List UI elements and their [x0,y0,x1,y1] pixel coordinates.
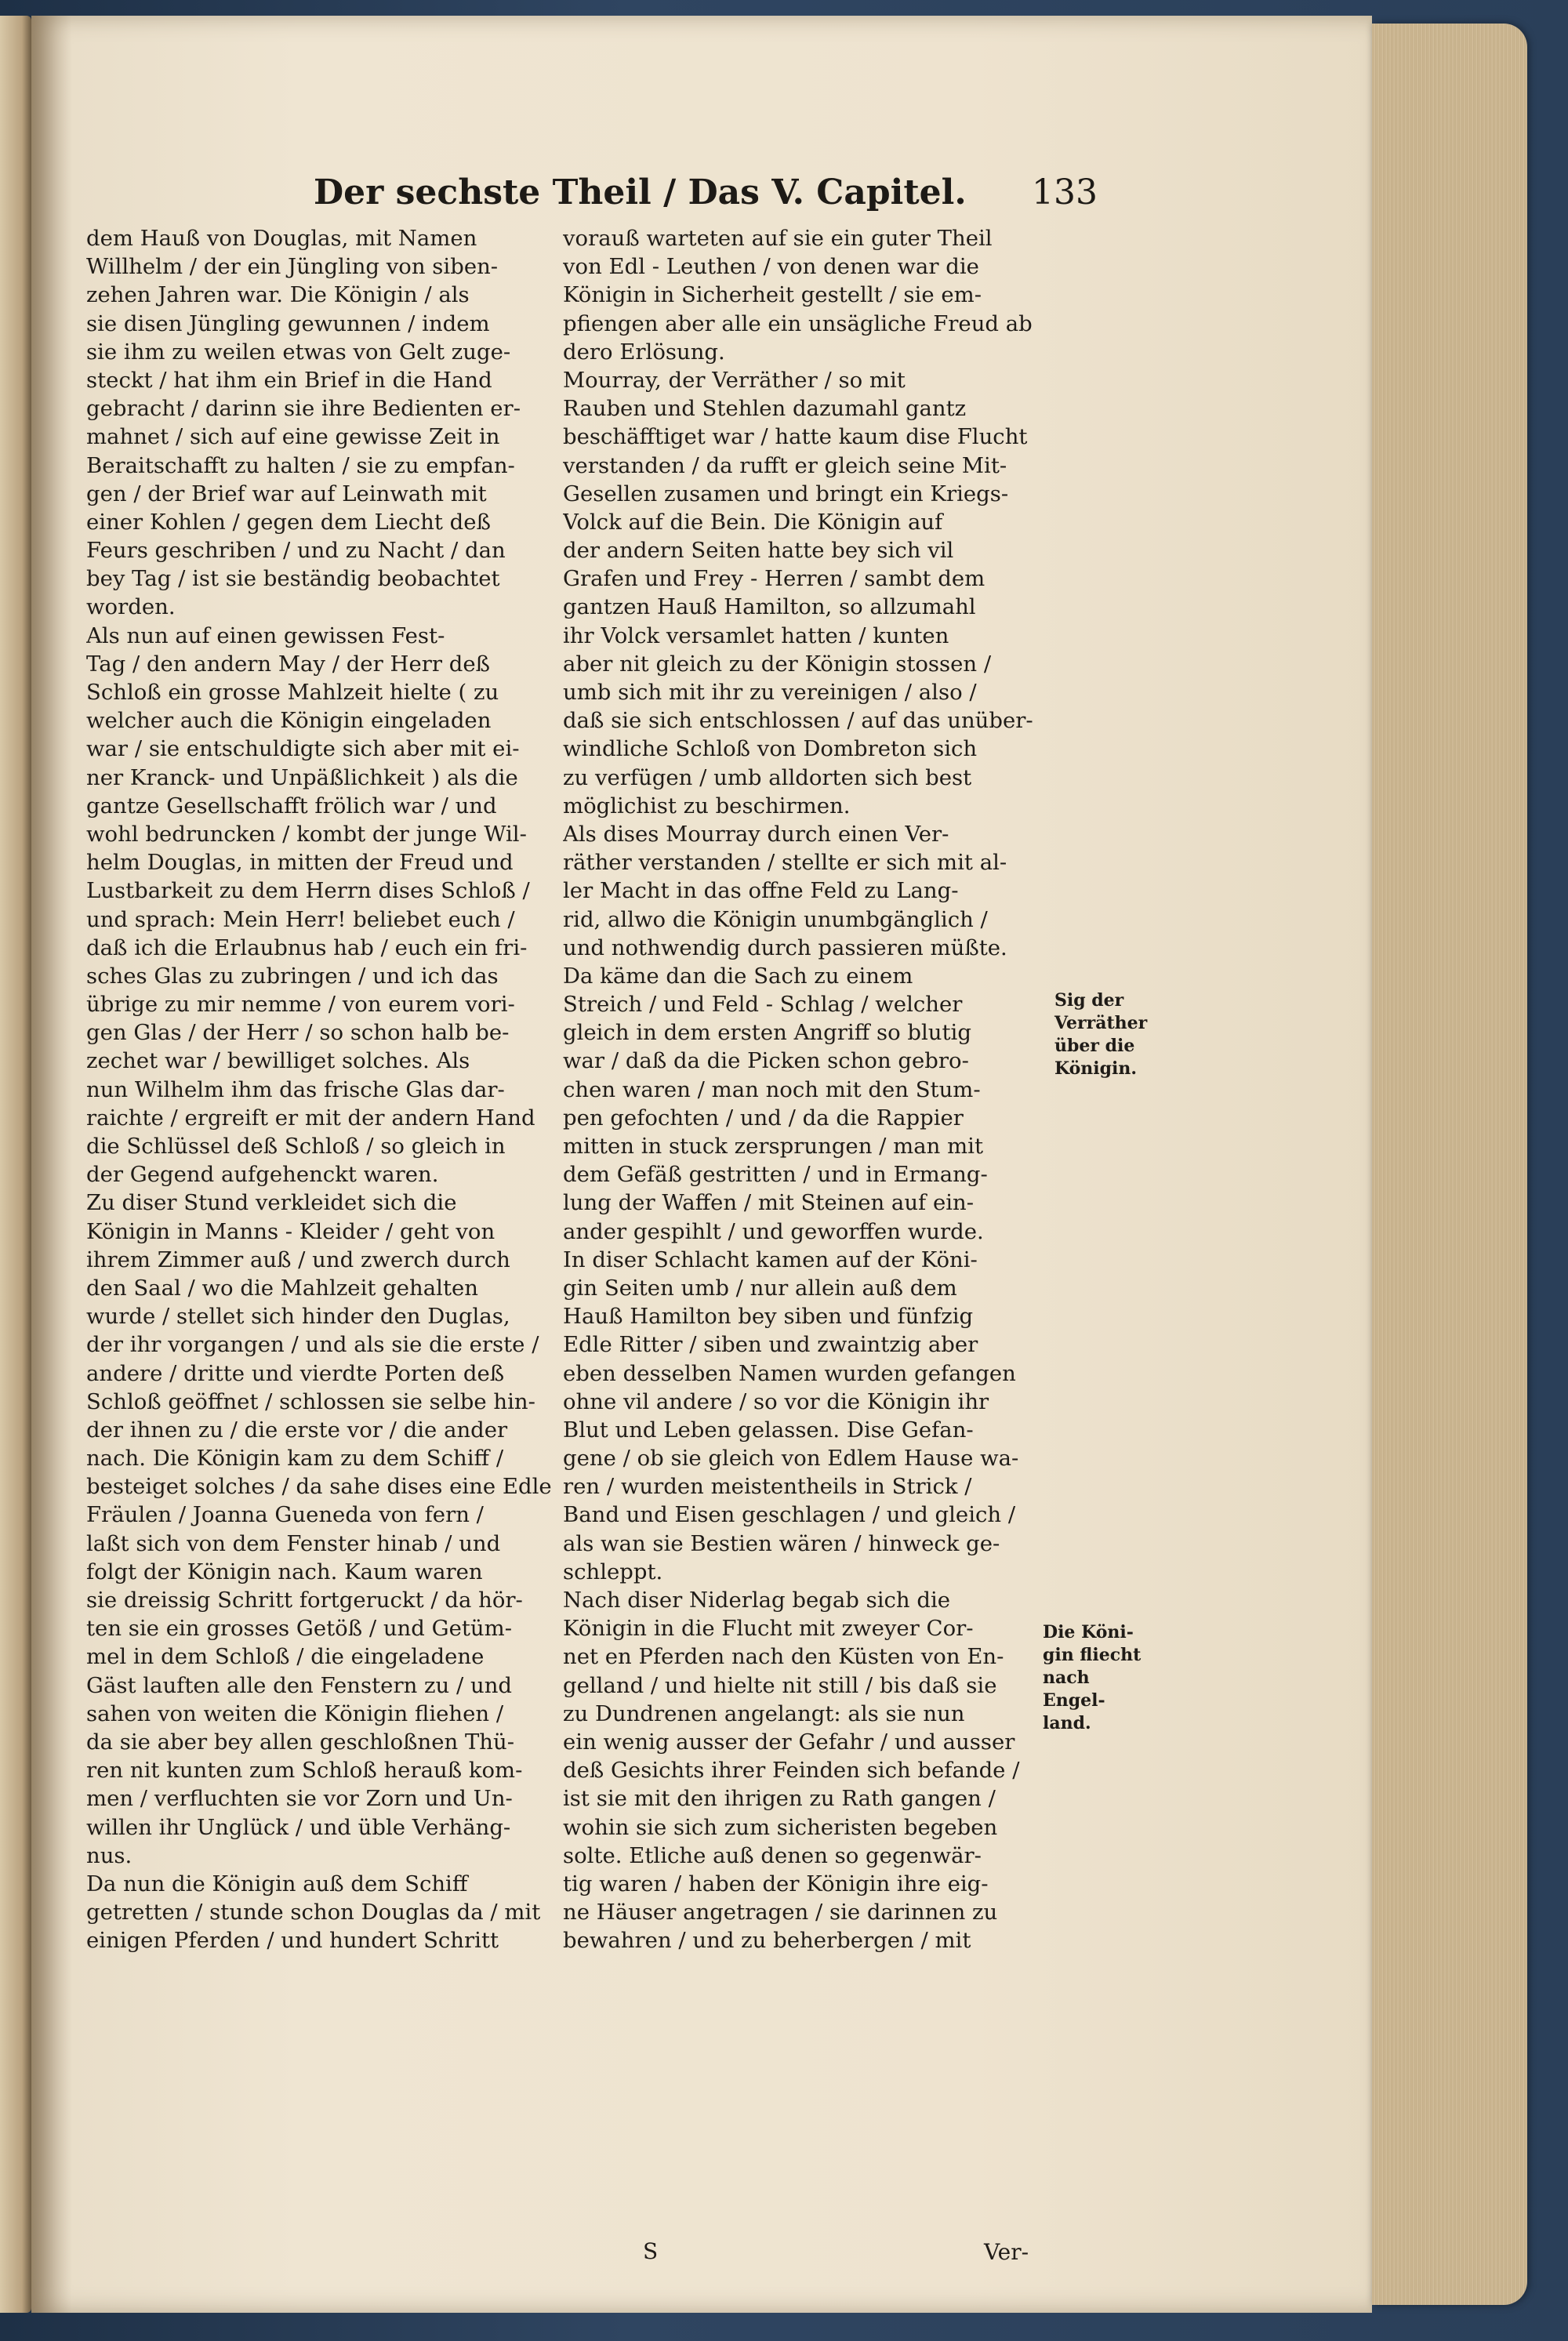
text-line: zechet war / bewilliget solches. Als [86,1048,470,1074]
text-line: den Saal / wo die Mahlzeit gehalten [86,1275,478,1301]
text-line: übrige zu mir nemme / von eurem vori- [86,992,515,1018]
page-number: 133 [1032,172,1098,212]
text-line: zu verfügen / umb alldorten sich best [563,764,972,790]
text-line: der ihnen zu / die erste vor / die ander [86,1417,508,1443]
text-line: steckt / hat ihm ein Brief in die Hand [86,367,492,393]
text-line: ist sie mit den ihrigen zu Rath gangen / [563,1786,996,1812]
text-line: Da käme dan die Sach zu einem [563,963,913,989]
running-title: Der sechste Theil / Das V. Capitel. [314,172,967,212]
text-line: willen ihr Unglück / und üble Verhäng- [86,1814,511,1840]
text-line: Blut und Leben gelassen. Dise Gefan- [563,1417,974,1443]
text-line: Beraitschafft zu halten / sie zu empfan- [86,452,515,478]
text-line: pfiengen aber alle ein unsägliche Freud ab [563,310,1033,336]
text-line: Schloß geöffnet / schlossen sie selbe hin- [86,1388,535,1414]
text-line: welcher auch die Königin eingeladen [86,708,492,734]
text-line: Tag / den andern May / der Herr deß [86,651,491,677]
text-line: Als dises Mourray durch einen Ver- [563,821,949,847]
text-line: aber nit gleich zu der Königin stossen / [563,651,992,677]
text-line: solte. Etliche auß denen so gegenwär- [563,1842,982,1868]
margin-note-line: Königin. [1054,1058,1138,1079]
margin-note-flight [1043,1621,1152,1735]
text-line: getretten / stunde schon Douglas da / mit [86,1900,541,1925]
margin-note-betrayal [1054,989,1164,1080]
text-line: Willhelm / der ein Jüngling von siben- [86,254,499,280]
text-line: besteiget solches / da sahe dises eine Edle [86,1474,552,1500]
text-line: daß ich die Erlaubnus hab / euch ein fri- [86,935,528,960]
left-text-column [86,224,553,1954]
text-line: da sie aber bey allen geschloßnen Thü- [86,1729,515,1755]
running-header [314,172,1098,220]
text-line: Feurs geschriben / und zu Nacht / dan [86,538,506,564]
text-line: ten sie ein grosses Getöß / und Getüm- [86,1616,512,1642]
text-line: Volck auf die Bein. Die Königin auf [563,509,943,535]
text-line: Grafen und Frey - Herren / sambt dem [563,566,985,592]
previous-page-edge [0,16,31,2313]
text-line: In diser Schlacht kamen auf der Köni- [563,1247,978,1272]
text-line: dem Gefäß gestritten / und in Ermang- [563,1162,988,1188]
text-line: Lustbarkeit zu dem Herrn dises Schloß / [86,878,530,904]
text-line: ler Macht in das offne Feld zu Lang- [563,878,959,904]
text-line: laßt sich von dem Fenster hinab / und [86,1530,501,1556]
margin-note-line: über die [1054,1036,1135,1056]
text-line: sahen von weiten die Königin fliehen / [86,1700,504,1726]
text-line: men / verfluchten sie vor Zorn und Un- [86,1786,513,1812]
text-line: mitten in stuck zersprungen / man mit [563,1134,984,1159]
text-line: Streich / und Feld - Schlag / welcher [563,992,963,1018]
text-line: und nothwendig durch passieren müßte. [563,935,1007,960]
text-line: Gesellen zusamen und bringt ein Kriegs- [563,481,1009,506]
text-line: ren nit kunten zum Schloß herauß kom- [86,1758,523,1784]
text-line: räther verstanden / stellte er sich mit al- [563,850,1007,876]
text-line: rid, allwo die Königin unumbgänglich / [563,906,988,932]
text-line: folgt der Königin nach. Kaum waren [86,1559,483,1584]
text-line: Fräulen / Joanna Gueneda von fern / [86,1502,484,1528]
margin-note-line: Die Köni- [1043,1622,1134,1642]
text-line: windliche Schloß von Dombreton sich [563,736,978,762]
text-line: gleich in dem ersten Angriff so blutig [563,1020,971,1046]
text-line: gin Seiten umb / nur allein auß dem [563,1275,957,1301]
text-line: Königin in Manns - Kleider / geht von [86,1218,495,1244]
text-line: der andern Seiten hatte bey sich vil [563,538,954,564]
margin-note-line: nach Engel- [1043,1668,1105,1711]
text-line: vorauß warteten auf sie ein guter Theil [563,226,993,251]
text-line: sches Glas zu zubringen / und ich das [86,963,499,989]
text-line: zu Dundrenen angelangt: als sie nun [563,1700,965,1726]
text-line: wohin sie sich zum sicheristen begeben [563,1814,998,1840]
text-line: einigen Pferden / und hundert Schritt [86,1928,499,1954]
text-line: war / daß da die Picken schon gebro- [563,1048,969,1074]
text-line: ein wenig ausser der Gefahr / und ausser [563,1729,1015,1755]
text-line: pen gefochten / und / da die Rappier [563,1105,964,1131]
text-line: bewahren / und zu beherbergen / mit [563,1928,971,1954]
text-line: sie dreissig Schritt fortgeruckt / da hör- [86,1588,523,1613]
text-line: gene / ob sie gleich von Edlem Hause wa- [563,1446,1019,1472]
text-line: gantzen Hauß Hamilton, so allzumahl [563,594,976,620]
text-line: ne Häuser angetragen / sie darinnen zu [563,1900,998,1925]
text-line: Gäst lauften alle den Fenstern zu / und [86,1672,513,1698]
text-line: gen / der Brief war auf Leinwath mit [86,481,487,506]
signature-mark: S [643,2238,659,2264]
text-line: worden. [86,594,176,620]
text-line: ihrem Zimmer auß / und zwerch durch [86,1247,510,1272]
text-line: dem Hauß von Douglas, mit Namen [86,226,477,251]
text-line: war / sie entschuldigte sich aber mit ei- [86,736,520,762]
text-line: sie disen Jüngling gewunnen / indem [86,310,490,336]
text-line: einer Kohlen / gegen dem Liecht deß [86,509,491,535]
text-line: umb sich mit ihr zu vereinigen / also / [563,680,977,705]
text-line: gebracht / darinn sie ihre Bedienten er- [86,396,521,422]
right-text-column [563,224,1043,1954]
text-line: gen Glas / der Herr / so schon halb be- [86,1020,510,1046]
text-line: sie ihm zu weilen etwas von Gelt zuge- [86,339,511,365]
margin-note-line: land. [1043,1713,1091,1733]
text-line: gantze Gesellschafft frölich war / und [86,793,497,818]
text-line: andere / dritte und vierdte Porten deß [86,1360,505,1386]
text-line: Zu diser Stund verkleidet sich die [86,1190,457,1216]
text-line: schleppt. [563,1559,663,1584]
text-line: Königin in Sicherheit gestellt / sie em- [563,282,982,308]
text-line: der Gegend aufgehenckt waren. [86,1162,439,1188]
text-line: daß sie sich entschlossen / auf das unüber- [563,708,1033,734]
text-line: ohne vil andere / so vor die Königin ihr [563,1388,989,1414]
text-line: nus. [86,1842,132,1868]
margin-note-line: Verräther [1054,1013,1148,1033]
text-line: Da nun die Königin auß dem Schiff [86,1871,468,1896]
text-line: von Edl - Leuthen / von denen war die [563,254,979,280]
text-line: ander gespihlt / und geworffen wurde. [563,1218,984,1244]
text-line: die Schlüssel deß Schloß / so gleich in [86,1134,506,1159]
text-line: und sprach: Mein Herr! beliebet euch / [86,906,515,932]
text-line: ihr Volck versamlet hatten / kunten [563,622,949,648]
text-line: Als nun auf einen gewissen Fest- [86,622,445,648]
margin-note-line: gin fliecht [1043,1645,1142,1665]
text-line: helm Douglas, in mitten der Freud und [86,850,514,876]
text-line: möglichist zu beschirmen. [563,793,851,818]
text-line: ner Kranck- und Unpäßlichkeit ) als die [86,764,518,790]
text-line: Mourray, der Verräther / so mit [563,367,906,393]
text-line: tig waren / haben der Königin ihre eig- [563,1871,989,1896]
text-line: wurde / stellet sich hinder den Duglas, [86,1304,510,1330]
margin-note-line: Sig der [1054,990,1124,1011]
text-line: lung der Waffen / mit Steinen auf ein- [563,1190,975,1216]
text-line: Edle Ritter / siben und zwaintzig aber [563,1332,978,1358]
text-line: Schloß ein grosse Mahlzeit hielte ( zu [86,680,499,705]
text-line: nach. Die Königin kam zu dem Schiff / [86,1446,504,1472]
text-line: wohl bedruncken / kombt der junge Wil- [86,821,527,847]
text-line: eben desselben Namen wurden gefangen [563,1360,1016,1386]
text-line: net en Pferden nach den Küsten von En- [563,1644,1004,1670]
catchword: Ver- [984,2239,1029,2265]
text-line: Band und Eisen geschlagen / und gleich / [563,1502,1016,1528]
text-line: der ihr vorgangen / und als sie die erste / [86,1332,539,1358]
text-line: als wan sie Bestien wären / hinweck ge- [563,1530,1000,1556]
text-line: dero Erlösung. [563,339,725,365]
text-line: Hauß Hamilton bey siben und fünfzig [563,1304,974,1330]
text-line: nun Wilhelm ihm das frische Glas dar- [86,1076,505,1102]
text-line: zehen Jahren war. Die Königin / als [86,282,470,308]
text-line: mel in dem Schloß / die eingeladene [86,1644,485,1670]
text-line: bey Tag / ist sie beständig beobachtet [86,566,500,592]
text-line: Rauben und Stehlen dazumahl gantz [563,396,967,422]
text-line: gelland / und hielte nit still / bis daß sie [563,1672,997,1698]
text-line: verstanden / da rufft er gleich seine Mit- [563,452,1007,478]
text-line: raichte / ergreift er mit der andern Hand [86,1105,535,1131]
text-line: chen waren / man noch mit den Stum- [563,1076,981,1102]
text-line: ren / wurden meistentheils in Strick / [563,1474,972,1500]
page-block-edge [1372,24,1527,2305]
text-line: deß Gesichts ihrer Feinden sich befande / [563,1758,1020,1784]
text-line: mahnet / sich auf eine gewisse Zeit in [86,424,500,450]
text-line: Nach diser Niderlag begab sich die [563,1588,951,1613]
text-line: beschäfftiget war / hatte kaum dise Flucht [563,424,1028,450]
text-line: Königin in die Flucht mit zweyer Cor- [563,1616,974,1642]
